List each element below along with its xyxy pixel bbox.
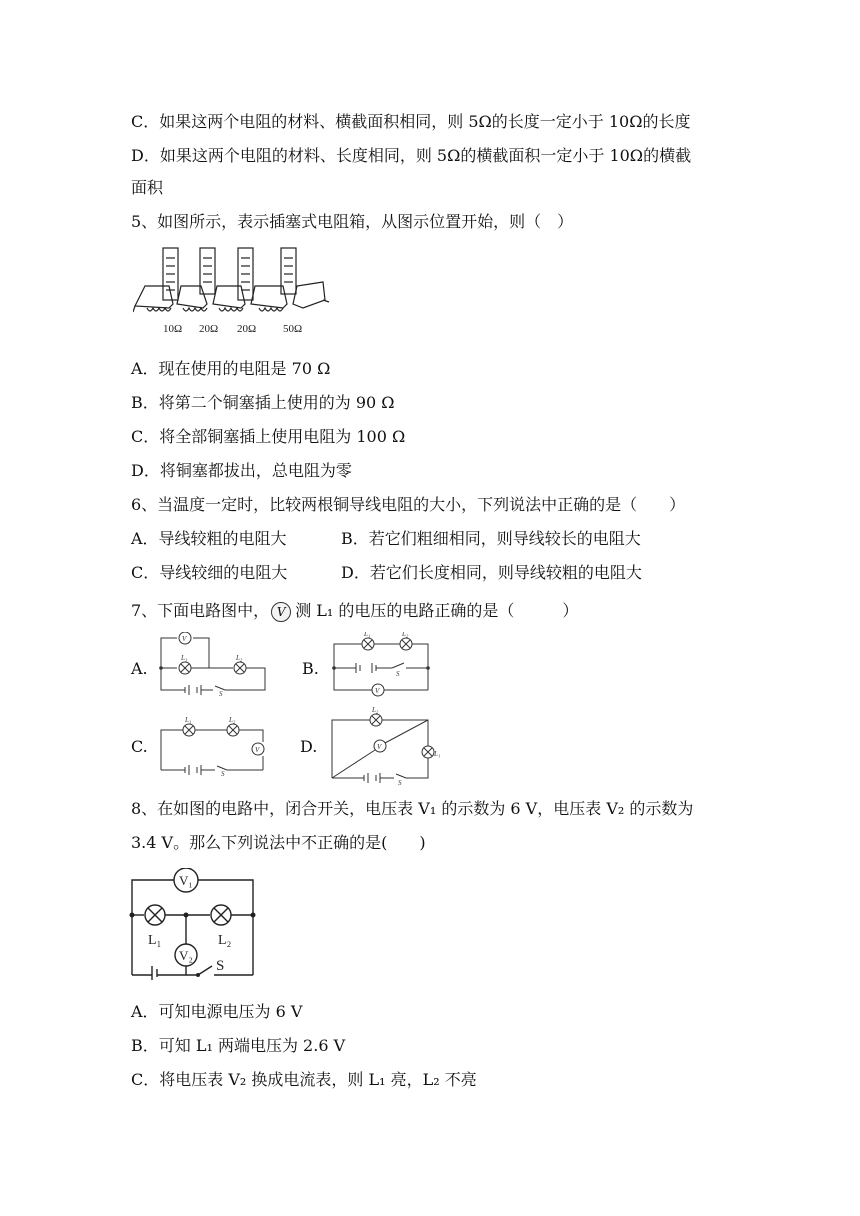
q8-option-c: C．将电压表 V₂ 换成电流表，则 L₁ 亮，L₂ 不亮: [131, 1070, 477, 1089]
q8-option-b: B．可知 L₁ 两端电压为 2.6 V: [131, 1036, 346, 1055]
q8-v2-symbol: V₂: [179, 948, 193, 963]
q7-label-d: D.: [300, 737, 318, 756]
q7a-lamp2: L₂: [236, 654, 243, 662]
resistor-label-2: 20Ω: [199, 323, 219, 335]
q5-option-a: A．现在使用的电阻是 70 Ω: [131, 359, 331, 378]
q7c-lamp2: L₂: [229, 716, 236, 724]
q6-option-a: A．导线较粗的电阻大: [131, 529, 287, 548]
q5-option-d: D．将铜塞都拔出，总电阻为零: [131, 461, 352, 480]
q8-lamp2-label: L₂: [218, 933, 232, 948]
q7d-switch: S: [398, 779, 402, 786]
q8-lamp1-label: L₁: [148, 933, 162, 948]
q7b-lamp2: L₂: [402, 632, 409, 638]
q7-circuit-b: [328, 632, 433, 697]
q7-label-b: B.: [302, 659, 319, 678]
q4-option-c: C．如果这两个电阻的材料、横截面积相同，则 5Ω的长度一定小于 10Ω的长度: [131, 112, 691, 131]
q7c-voltmeter-symbol: V: [255, 746, 260, 754]
q6-option-b: B．若它们粗细相同，则导线较长的电阻大: [341, 529, 641, 548]
q7-stem: [131, 601, 578, 622]
voltmeter-icon: V: [271, 602, 291, 622]
q7c-lamp1: L₁: [185, 716, 192, 724]
resistor-label-4: 50Ω: [283, 323, 303, 335]
q7d-lamp1: L₁: [434, 750, 441, 758]
q8-circuit: [126, 868, 261, 980]
q7-circuit-a: [155, 632, 270, 697]
q8-option-a: A．可知电源电压为 6 V: [131, 1002, 303, 1021]
q7-stem-post: 测 L₁ 的电压的电路正确的是（ ）: [295, 601, 579, 620]
plug-3: [238, 248, 253, 300]
q7d-voltmeter-symbol: V: [377, 743, 382, 751]
plug-2: [200, 248, 215, 294]
q4-option-d-line1: D．如果这两个电阻的材料、长度相同，则 5Ω的横截面积一定小于 10Ω的横截: [131, 146, 692, 165]
q7c-switch: S: [221, 770, 225, 777]
q4-option-d-line2: 面积: [131, 178, 164, 197]
q7a-voltmeter-symbol: V: [182, 635, 187, 643]
resistor-label-1: 10Ω: [163, 323, 183, 335]
q7a-switch: S: [219, 690, 223, 697]
q7-circuit-d: [326, 706, 448, 786]
q5-stem: 5、如图所示，表示插塞式电阻箱，从图示位置开始，则（ ）: [131, 212, 574, 231]
q7b-voltmeter-symbol: V: [375, 687, 380, 695]
resistance-box-figure: [133, 246, 333, 338]
q7-circuit-c: [155, 712, 270, 777]
q5-option-c: C．将全部铜塞插上使用电阻为 100 Ω: [131, 427, 406, 446]
q7b-switch: S: [396, 670, 400, 678]
q6-stem: 6、当温度一定时，比较两根铜导线电阻的大小，下列说法中正确的是（ ）: [131, 495, 686, 514]
q6-option-c: C．导线较细的电阻大: [131, 563, 288, 582]
q5-option-b: B．将第二个铜塞插上使用的为 90 Ω: [131, 393, 395, 412]
q7-stem-pre: 7、下面电路图中，: [131, 601, 270, 620]
q7-label-c: C.: [131, 737, 148, 756]
q8-switch-label: S: [216, 958, 225, 974]
q8-stem-line2: 3.4 V。那么下列说法中不正确的是( ): [131, 833, 426, 852]
q7-label-a: A.: [131, 659, 148, 678]
q7d-lamp2: L₂: [372, 706, 379, 714]
q8-v1-symbol: V₁: [179, 873, 193, 888]
q7b-lamp1: L₁: [364, 632, 371, 638]
q6-option-d: D．若它们长度相同，则导线较粗的电阻大: [341, 563, 642, 582]
q8-stem-line1: 8、在如图的电路中，闭合开关，电压表 V₁ 的示数为 6 V，电压表 V₂ 的示数为: [131, 799, 694, 818]
q7a-lamp1: L₁: [181, 654, 188, 662]
resistor-label-3: 20Ω: [237, 323, 257, 335]
